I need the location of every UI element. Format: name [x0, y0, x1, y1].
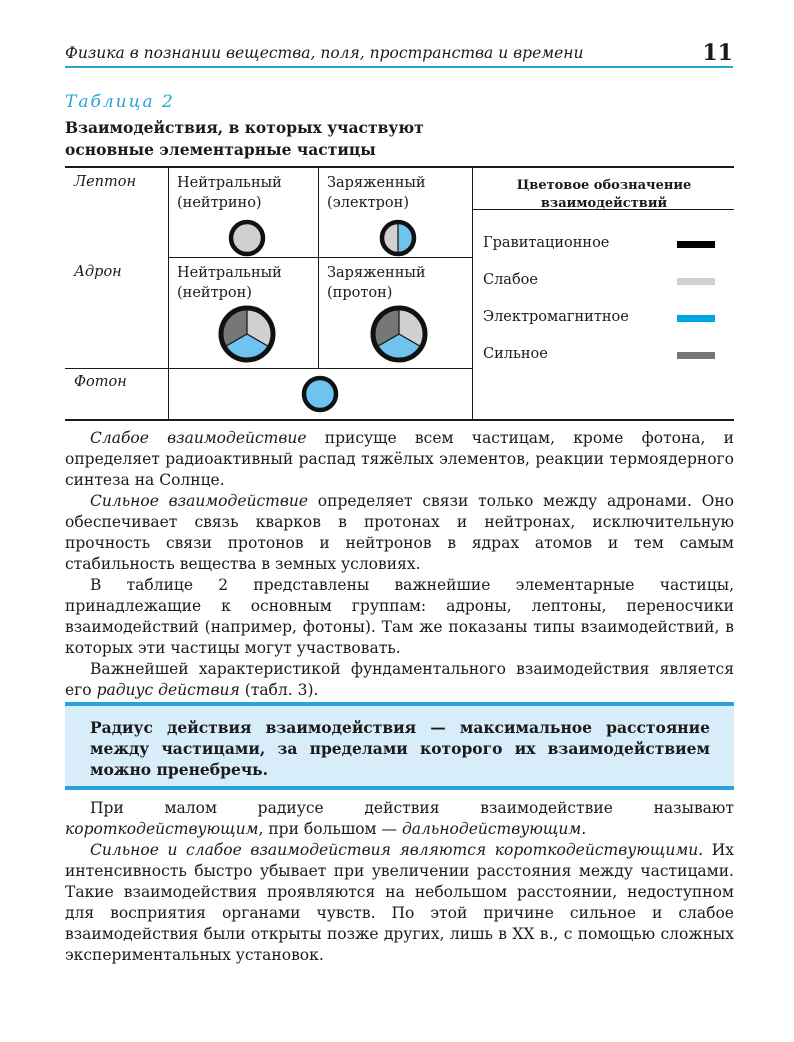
row-label-photon: Фотон — [74, 374, 127, 390]
proton-icon — [367, 302, 431, 366]
paragraph-weak — [65, 428, 734, 491]
paragraph-radius-tail: (табл. 3). — [239, 681, 319, 699]
table-divider — [65, 368, 472, 369]
legend-swatch-electromagnetic — [677, 315, 715, 322]
term-short-range: короткодействующим — [65, 820, 259, 838]
paragraph-short-range — [65, 798, 734, 840]
table-heading-line2: основные элементарные частицы — [65, 140, 376, 159]
body-text-lower — [65, 798, 734, 966]
legend-title-line2: взаимодействий — [540, 196, 668, 211]
neutron-icon — [215, 302, 279, 366]
term-strong-interaction: Сильное взаимодействие — [90, 492, 309, 510]
cell-proton-line2: (протон) — [327, 285, 393, 301]
table-divider — [168, 168, 169, 419]
legend-title — [475, 177, 733, 213]
paragraph-weak-text: присуще всем частицам, кроме фотона, и определяет радиоактивный распад тяжёлых элементов, реакции термоядерного синтеза на Солнце. — [65, 429, 735, 489]
row-label-hadron: Адрон — [74, 264, 122, 280]
definition-text: Радиус действия взаимодействия — максимальное расстояние между частицами, за пределами которого их взаимодействием можно пренебречь. — [90, 718, 710, 779]
paragraph-short-range-text: При малом радиусе действия взаимодействие называют — [90, 799, 734, 817]
cell-neutron-line2: (нейтрон) — [177, 285, 252, 301]
cell-proton — [327, 263, 426, 303]
paragraph-table-ref-text: В таблице 2 представлены важнейшие элементарные частицы, принадлежащие к основным группам: адроны, лептоны, переносчики взаимодействий (например, фотоны). Там же показаны типы взаимодействий, в которых эти частицы могут участвовать. — [65, 576, 734, 657]
electron-icon — [379, 219, 417, 257]
paragraph-radius — [65, 659, 734, 701]
legend-swatch-gravitational — [677, 241, 715, 248]
paragraph-radius-text: Важнейшей характеристикой фундаментального взаимодействия является его — [65, 660, 734, 699]
table-heading — [65, 117, 465, 161]
definition-box — [65, 702, 734, 790]
term-short-range-forces: Сильное и слабое взаимодействия являются короткодействующими — [90, 841, 699, 859]
term-radius: радиус действия — [96, 681, 240, 699]
legend-label-weak: Слабое — [483, 272, 538, 288]
body-text-upper — [65, 428, 734, 701]
cell-neutrino — [177, 173, 282, 213]
cell-electron-line1: Заряженный — [327, 175, 426, 191]
cell-neutron — [177, 263, 282, 303]
term-long-range: дальнодействующим — [401, 820, 582, 838]
particle-table — [65, 166, 734, 421]
legend-label-gravitational: Гравитационное — [483, 235, 610, 251]
table-divider — [318, 168, 319, 368]
legend-swatch-strong — [677, 352, 715, 359]
photon-icon — [301, 375, 339, 413]
paragraph-short-range-mid: , при большом — — [258, 820, 402, 838]
paragraph-short-range-forces-text: . Их интенсивность быстро убывает при увеличении расстояния между частицами. Такие взаимодействия проявляются на небольшом расстоянии, недоступном для восприятия органами чувств. По этой причине сильное и слабое взаимодействия были открыты позже других, лишь в XX в., с помощью сложных экспериментальных установок. — [65, 841, 734, 964]
cell-electron — [327, 173, 426, 213]
legend-title-line1: Цветовое обозначение — [516, 178, 692, 193]
table-divider — [472, 168, 473, 419]
paragraph-table-ref — [65, 575, 734, 659]
cell-neutron-line1: Нейтральный — [177, 265, 282, 281]
cell-electron-line2: (электрон) — [327, 195, 409, 211]
page-number: 11 — [702, 40, 733, 66]
paragraph-short-range-forces — [65, 840, 734, 966]
cell-proton-line1: Заряженный — [327, 265, 426, 281]
paragraph-strong-text: определяет связи только между адронами. Оно обеспечивает связь кварков в протонах и нейтронах, исключительную прочность связи протонов и нейтронов в ядрах атомов и тем самым стабильность вещества в земных условиях. — [65, 492, 734, 573]
running-head — [65, 40, 733, 68]
table-heading-line1: Взаимодействия, в которых участвуют — [65, 118, 424, 137]
cell-neutrino-line2: (нейтрино) — [177, 195, 262, 211]
legend-label-electromagnetic: Электромагнитное — [483, 309, 629, 325]
table-divider — [168, 257, 472, 258]
legend-swatch-weak — [677, 278, 715, 285]
row-label-lepton: Лептон — [74, 174, 137, 190]
term-weak-interaction: Слабое взаимодействие — [90, 429, 307, 447]
cell-neutrino-line1: Нейтральный — [177, 175, 282, 191]
paragraph-short-range-tail: . — [581, 820, 587, 838]
running-title: Физика в познании вещества, поля, пространства и времени — [65, 44, 584, 62]
paragraph-strong — [65, 491, 734, 575]
legend-label-strong: Сильное — [483, 346, 548, 362]
table-caption: Таблица 2 — [65, 92, 175, 112]
neutrino-icon — [228, 219, 266, 257]
